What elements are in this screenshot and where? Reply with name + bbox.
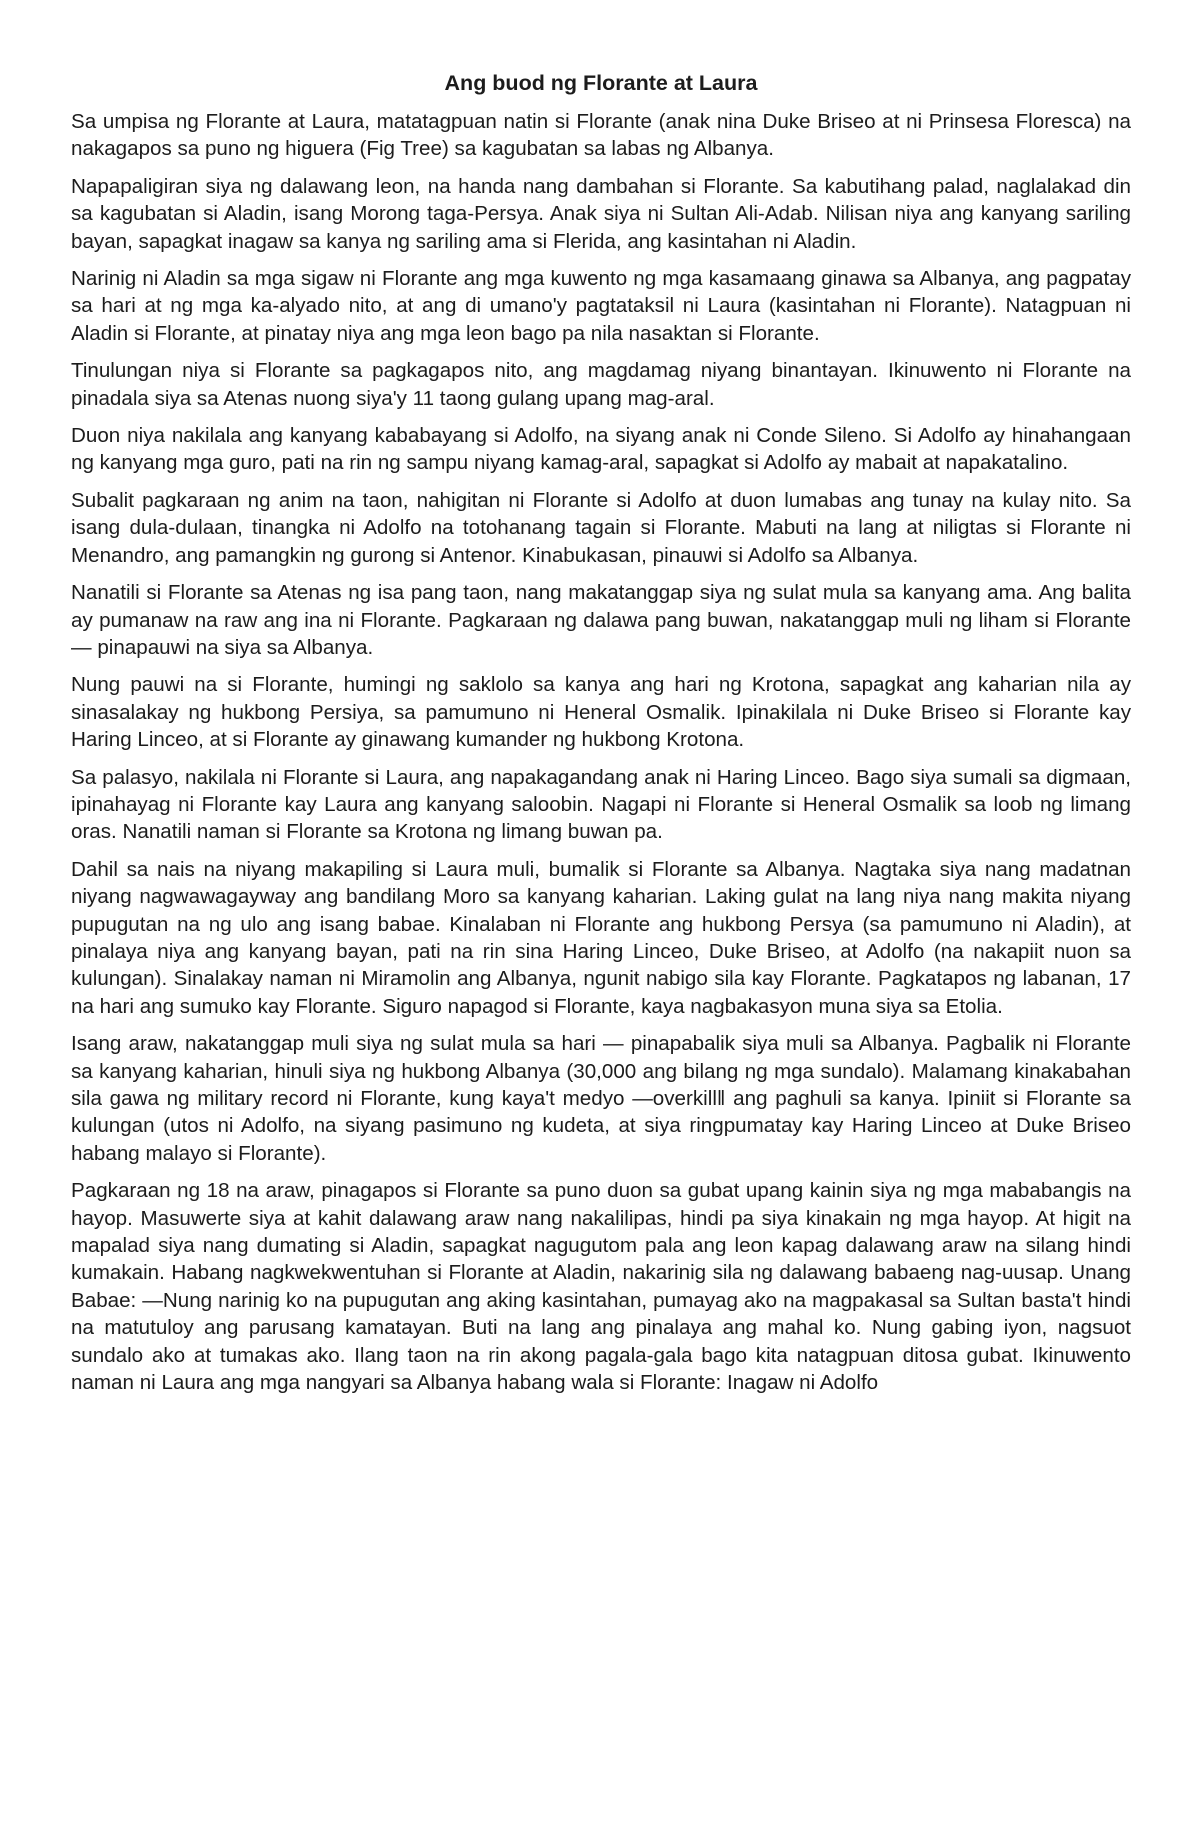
paragraph-8: Nung pauwi na si Florante, humingi ng saklolo sa kanya ang hari ng Krotona, sapagkat ang kaharian nila ay sinasalakay ng hukbong Persiya, sa pamumuno ni Heneral Osmalik. Ipinakilala ni Duke Briseo si Florante kay Haring Linceo, at si Florante ay ginawang kumander ng hukbong Krotona. xyxy=(71,673,1131,752)
paragraph-10: Dahil sa nais na niyang makapiling si Laura muli, bumalik si Florante sa Albanya. Nagtaka siya nang madatnan niyang nagwawagayway ang bandilang Moro sa kanyang kaharian. Laking gulat na lang niya nang makita niyang pupugutan na ng ulo ang isang babae. Kinalaban ni Florante ang hukbong Persya (sa pamumuno ni Aladin), at pinalaya niya ang kanyang bayan, pati na rin sina Haring Linceo, Duke Briseo, at Adolfo (na nakapiit nuon sa kulungan). Sinalakay naman ni Miramolin ang Albanya, ngunit nabigo sila kay Florante. Pagkatapos ng labanan, 17 na hari ang sumuko kay Florante. Siguro napagod si Florante, kaya nagbakasyon muna siya sa Etolia. xyxy=(71,857,1131,1018)
paragraph-11: Isang araw, nakatanggap muli siya ng sulat mula sa hari — pinapabalik siya muli sa Albanya. Pagbalik ni Florante sa kanyang kaharian, hinuli siya ng hukbong Albanya (30,000 ang bilang ng mga sundalo). Malamang kinakabahan sila gawa ng military record ni Florante, kung kaya't medyo ―overkill‖ ang paghuli sa kanya. Ipiniit si Florante sa kulungan (utos ni Adolfo, na siyang pasimuno ng kudeta, at siya ringpumatay kay Haring Linceo at Duke Briseo habang malayo si Florante). xyxy=(71,1032,1131,1165)
paragraph-4: Tinulungan niya si Florante sa pagkagapos nito, ang magdamag niyang binantayan. Ikinuwento ni Florante na pinadala siya sa Atenas nuong siya'y 11 taong gulang upang mag-aral. xyxy=(71,359,1131,410)
paragraph-12: Pagkaraan ng 18 na araw, pinagapos si Florante sa puno duon sa gubat upang kainin siya ng mga mababangis na hayop. Masuwerte siya at kahit dalawang araw nang nakalilipas, hindi pa siya kinakain ng mga hayop. At higit na mapalad siya nang dumating si Aladin, sapagkat nagugutom pala ang leon kapag dalawang araw na silang hindi kumakain. Habang nagkwekwentuhan si Florante at Aladin, nakarinig sila ng dalawang babaeng nag-uusap. Unang Babae: ―Nung narinig ko na pupugutan ang aking kasintahan, pumayag ako na magpakasal sa Sultan basta't hindi na matutuloy ang parusang kamatayan. Buti na lang ang pinalaya ang mahal ko. Nung gabing iyon, nagsuot sundalo ako at tumakas ako. Ilang taon na rin akong pagala-gala bago kita natagpuan ditosa gubat. Ikinuwento naman ni Laura ang mga nangyari sa Albanya habang wala si Florante: Inagaw ni Adolfo xyxy=(71,1179,1131,1395)
paragraph-6: Subalit pagkaraan ng anim na taon, nahigitan ni Florante si Adolfo at duon lumabas ang tunay na kulay nito. Sa isang dula-dulaan, tinangka ni Adolfo na totohanang tagain si Florante. Mabuti na lang at niligtas si Florante ni Menandro, ang pamangkin ng gurong si Antenor. Kinabukasan, pinauwi si Adolfo sa Albanya. xyxy=(71,488,1131,567)
paragraph-5: Duon niya nakilala ang kanyang kababayang si Adolfo, na siyang anak ni Conde Sileno. Si Adolfo ay hinahangaan ng kanyang mga guro, pati na rin ng sampu niyang kamag-aral, sapagkat si Adolfo ay mabait at napakatalino. xyxy=(71,424,1131,475)
paragraph-1: Sa umpisa ng Florante at Laura, matatagpuan natin si Florante (anak nina Duke Briseo at ni Prinsesa Floresca) na nakagapos sa puno ng higuera (Fig Tree) sa kagubatan sa labas ng Albanya. xyxy=(71,110,1131,161)
document-title: Ang buod ng Florante at Laura xyxy=(444,71,758,95)
paragraph-2: Napapaligiran siya ng dalawang leon, na handa nang dambahan si Florante. Sa kabutihang palad, naglalakad din sa kagubatan si Aladin, isang Morong taga-Persya. Anak siya ni Sultan Ali-Adab. Nilisan niya ang kanyang sariling bayan, sapagkat inagaw sa kanya ng sariling ama si Flerida, ang kasintahan ni Aladin. xyxy=(71,174,1131,253)
paragraph-7: Nanatili si Florante sa Atenas ng isa pang taon, nang makatanggap siya ng sulat mula sa kanyang ama. Ang balita ay pumanaw na raw ang ina ni Florante. Pagkaraan ng dalawa pang buwan, nakatanggap muli ng liham si Florante — pinapauwi na siya sa Albanya. xyxy=(71,581,1131,659)
paragraph-9: Sa palasyo, nakilala ni Florante si Laura, ang napakagandang anak ni Haring Linceo. Bago siya sumali sa digmaan, ipinahayag ni Florante kay Laura ang kanyang saloobin. Nagapi ni Florante si Heneral Osmalik sa loob ng limang oras. Nanatili naman si Florante sa Krotona ng limang buwan pa. xyxy=(71,765,1131,844)
paragraph-3: Narinig ni Aladin sa mga sigaw ni Florante ang mga kuwento ng mga kasamaang ginawa sa Albanya, ang pagpatay sa hari at ng mga ka-alyado nito, at ang di umano'y pagtataksil ni Laura (kasintahan ni Florante). Natagpuan ni Aladin si Florante, at pinatay niya ang mga leon bago pa nila nasaktan si Florante. xyxy=(71,267,1131,345)
document-page xyxy=(71,68,1131,1406)
